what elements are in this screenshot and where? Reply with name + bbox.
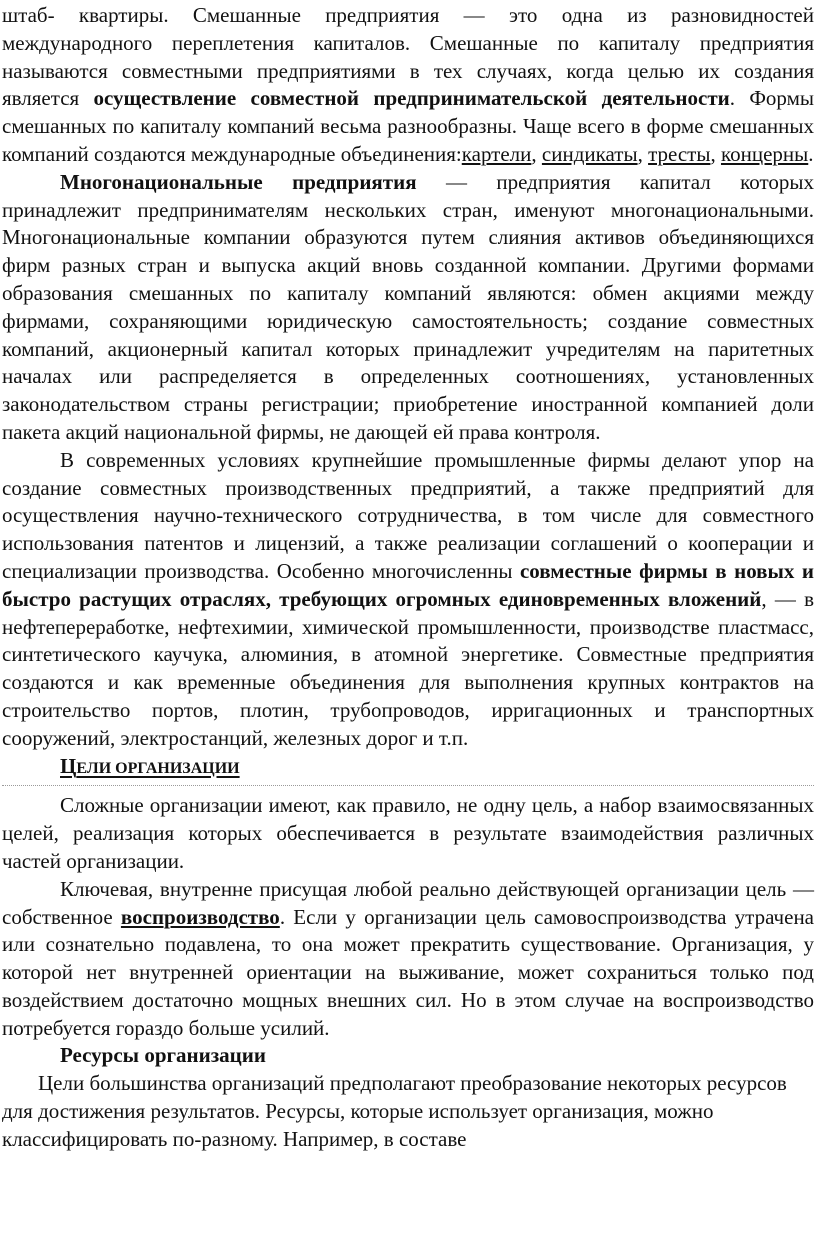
bold-phrase: совместные фирмы в новых и быстро растущих отраслях, требующих огромных единовременных вложений [2, 558, 815, 611]
paragraph-mixed-enterprises [2, 2, 814, 169]
separator: , [637, 141, 649, 166]
link-trusts[interactable]: тресты [648, 141, 711, 166]
bold-phrase: осуществление совместной предпринимательской деятельности [93, 86, 730, 111]
text: Сложные организации имеют, как правило, не одну цель, а набор взаимосвязанных целей, реализация которых обеспечивается в результате взаимодействия различных частей организации. [2, 793, 814, 873]
link-cartels[interactable]: картели [461, 141, 532, 166]
section-heading-goals [2, 753, 814, 783]
text: , — в нефтепереработке, нефтехимии, химической промышленности, производстве пластмасс, синтетического каучука, алюминия, в атомной энергетике. Совместные предприятия создаются и как временные объединения для выполнения крупных контрактов на строительство портов, плотин, трубопроводов, ирригационных и транспортных сооружений, электростанций, железных дорог и т.п. [2, 586, 814, 750]
link-syndicates[interactable]: синдикаты [541, 141, 638, 166]
text: Цели большинства организаций предполагают преобразование некоторых ресурсов для достижения результатов. Ресурсы, которые использует организация, можно классифицировать по-разному. Например, в составе [2, 1071, 787, 1151]
separator: , [531, 141, 542, 166]
text: . [808, 141, 814, 166]
section-heading-resources: Ресурсы организации [60, 1043, 266, 1068]
paragraph-resources [2, 1070, 814, 1153]
paragraph-multinational [2, 169, 814, 447]
heading-first-letter: Ц [60, 753, 77, 778]
link-reproduction[interactable]: воспроизводство [120, 904, 280, 929]
link-concerns[interactable]: концерны [720, 141, 809, 166]
text: — предприятия капитал которых принадлежит предпринимателям нескольких стран, именуют многонациональными. Многонациональные компании образуются путем слияния активов объединяющихся фирм разных стран и выпуска акций вновь созданной компании. Другими формами образования смешанных по капиталу компаний являются: обмен акциями между фирмами, сохраняющими юридическую самостоятельность; создание совместных компаний, акционерный капитал которых принадлежит учредителям на паритетных началах или распределяется в определенных соотношениях, установленных законодательством страны регистрации; приобретение иностранной компанией доли пакета акций национальной фирмы, не дающей ей права контроля. [2, 169, 814, 444]
text: В современных условиях крупнейшие промышленные фирмы делают упор на создание совместных производственных предприятий, а также предприятий для осуществления научно-технического сотрудничества, в том числе для совместного использования патентов и лицензий, а также реализации соглашений о кооперации и специализации производства. Особенно многочисленны [2, 447, 814, 583]
text: штаб- квартиры. Смешанные предприятия — это одна из разновидностей международного переплетения капиталов. Смешанные по капиталу предприятия называются совместными предприятиями в тех случаях, когда целью их создания является [2, 3, 814, 111]
bold-term: Многонациональные предприятия [60, 169, 417, 194]
dotted-divider [2, 785, 814, 786]
text: Ключевая, внутренне присущая любой реально действующей организации цель — собственное [2, 876, 814, 929]
paragraph-complex-organizations [2, 792, 814, 875]
text: . Если у организации цель самовоспроизводства утрачена или сознательно подавлена, то она может прекратить существование. Организация, у которой нет внутренней ориентации на выживание, может сохраниться только под воздействием достаточно мощных внешних сил. Но в этом случае на воспроизводство потребуется гораздо больше усилий. [2, 904, 814, 1040]
paragraph-joint-ventures [2, 447, 814, 753]
text: . Формы смешанных по капиталу компаний весьма разнообразны. Чаще всего в форме смешанных компаний создаются международные объединения: [2, 86, 815, 166]
separator: , [710, 141, 721, 166]
heading-rest: ЕЛИ ОРГАНИЗАЦИИ [76, 759, 240, 777]
paragraph-key-goal [2, 876, 814, 1043]
